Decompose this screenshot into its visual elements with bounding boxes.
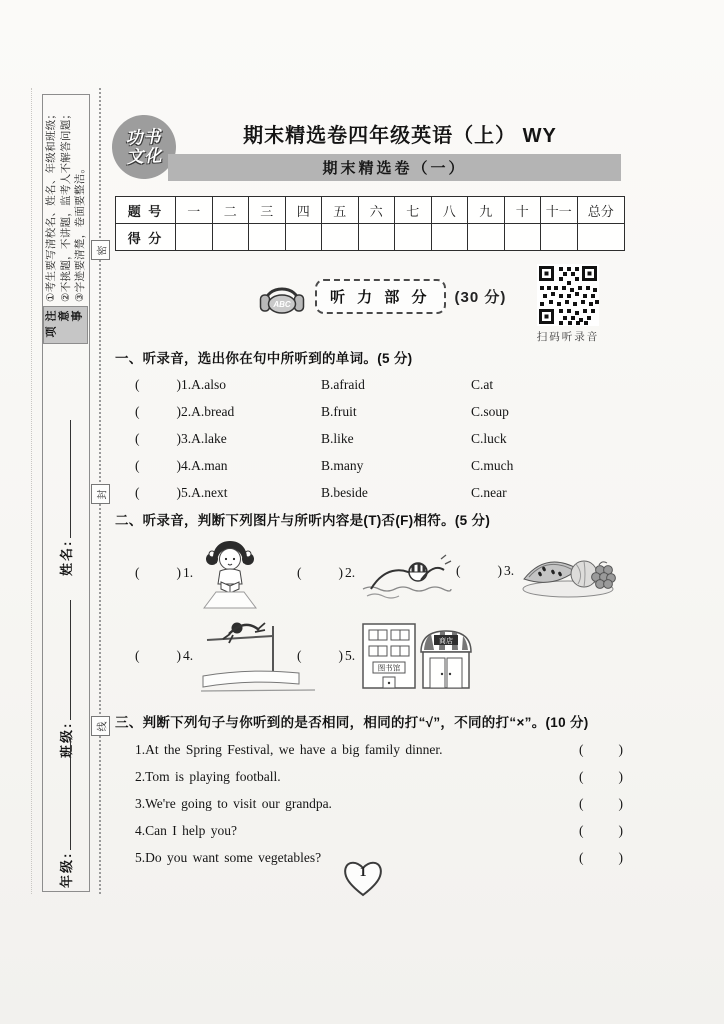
picture-item-3: ( ) 3. (456, 542, 616, 600)
score-table-header-cell: 题 号 (116, 197, 176, 224)
answer-blank: ( ) (579, 768, 623, 784)
score-empty-cell (578, 224, 625, 250)
listening-title: 听 力 部 分 (315, 279, 446, 314)
answer-blank: ( ) (579, 849, 623, 865)
mc-item-4: ( ) 4.A.man B.many C.much (135, 457, 514, 473)
section-3-heading: 三、判断下列句子与你听到的是否相同，相同的打“√”，不同的打“×”。(10 分) (115, 715, 589, 730)
answer-blank: ( ) (135, 403, 181, 419)
exam-banner: 期末精选卷（一） (168, 154, 621, 181)
answer-blank: ( ) (135, 430, 181, 446)
boy-swimming-illustration (361, 547, 453, 599)
score-table-header-cell: 十一 (541, 197, 578, 224)
library-and-shop-illustration (361, 620, 475, 692)
score-table-header-cell: 六 (359, 197, 396, 224)
tf-sentence-3 (115, 790, 623, 817)
name-label: 姓名: (59, 539, 74, 576)
qr-code (537, 264, 599, 326)
notice-title: 注意事项 (43, 306, 88, 344)
sentence-text: 2.Tom is playing football. (135, 768, 281, 784)
score-table-header-cell: 五 (322, 197, 359, 224)
mc-item-1: ( ) 1.A.also B.afraid C.at (135, 376, 494, 392)
shop-sign: 商店 (439, 637, 454, 645)
score-table-header-cell: 二 (213, 197, 250, 224)
page-number: 1 (359, 865, 367, 880)
score-table-header-cell: 总分 (578, 197, 625, 224)
score-empty-cell (395, 224, 432, 250)
headphones-icon (258, 274, 306, 318)
score-label-cell: 得 分 (116, 224, 176, 250)
score-table-header-cell: 九 (468, 197, 505, 224)
tf-sentence-2 (115, 763, 623, 790)
class-blank-line (69, 600, 71, 720)
score-table-header-cell: 十 (505, 197, 542, 224)
name-blank-line (69, 420, 71, 538)
picture-item-2: ( ) 2. (297, 546, 453, 600)
headphones-abc-label: ABC (273, 300, 291, 309)
library-sign: 图书馆 (377, 663, 401, 673)
section-1-heading: 一、听录音，选出你在句中所听到的单词。(5 分) (115, 351, 413, 366)
answer-blank: ( ) (135, 565, 181, 580)
score-empty-cell (541, 224, 578, 250)
answer-blank: ( ) (456, 563, 502, 578)
score-table-header-cell: 七 (395, 197, 432, 224)
score-empty-cell (213, 224, 250, 250)
answer-blank: ( ) (579, 822, 623, 838)
score-table-header-cell: 四 (286, 197, 323, 224)
answer-blank: ( ) (135, 376, 181, 392)
score-empty-cell (286, 224, 323, 250)
score-empty-cell (468, 224, 505, 250)
score-empty-cell (359, 224, 396, 250)
score-table-header-cell: 一 (176, 197, 213, 224)
listening-points: (30 分) (454, 288, 507, 306)
listening-section-header (258, 274, 506, 318)
score-empty-cell (176, 224, 213, 250)
picture-item-5: ( ) 5. 图书馆 商店 (297, 620, 475, 692)
seal-char-mi: 密 (91, 240, 110, 260)
mc-item-5: ( ) 5.A.next B.beside C.near (135, 484, 507, 500)
score-empty-cell (322, 224, 359, 250)
class-field (43, 600, 88, 758)
score-empty-cell (432, 224, 469, 250)
sentence-text: 3.We're going to visit our grandpa. (135, 795, 332, 811)
picture-item-4: ( ) 4. (135, 618, 334, 694)
seal-char-feng: 封 (91, 484, 110, 504)
answer-blank: ( ) (135, 648, 181, 663)
grade-label: 年级: (59, 851, 74, 888)
section-2-heading: 二、听录音，判断下列图片与所听内容是(T)否(F)相符。(5 分) (115, 513, 491, 528)
answer-blank: ( ) (135, 457, 181, 473)
sentence-text: 5.Do you want some vegetables? (135, 849, 322, 865)
fruit-platter-illustration (520, 543, 616, 599)
paper-edge-dotted-line (31, 88, 32, 894)
answer-blank: ( ) (579, 795, 623, 811)
page-title: 期末精选卷四年级英语（上） WY (243, 125, 557, 147)
notice-item-1: ①考生要写清校名、姓名、年级和班级； (45, 108, 57, 302)
qr-caption: 扫码听录音 (536, 331, 600, 343)
girl-reading-illustration (199, 536, 261, 610)
notice-item-2: ②不挑题，不讲题，监考人不解答问题； (59, 108, 72, 302)
name-field (43, 420, 88, 576)
sentence-text: 4.Can I help you? (135, 822, 237, 838)
logo-line-2: 文化 (126, 146, 163, 167)
mc-item-2: ( ) 2.A.bread B.fruit C.soup (135, 403, 509, 419)
page-number-heart (340, 856, 386, 900)
class-label: 班级: (59, 721, 74, 758)
notice-block (43, 96, 88, 344)
notice-items (43, 109, 88, 302)
logo-line-1: 功书 (125, 127, 162, 148)
picture-item-1: ( ) 1. (135, 534, 261, 612)
answer-blank: ( ) (135, 484, 181, 500)
grade-blank-line (69, 738, 71, 850)
tf-sentence-1 (115, 736, 623, 763)
answer-blank: ( ) (579, 741, 623, 757)
notice-item-3: ③字迹要清楚，卷面要整洁。 (74, 162, 86, 302)
score-empty-cell (249, 224, 286, 250)
sentence-text: 1.At the Spring Festival, we have a big family dinner. (135, 741, 443, 757)
score-table (115, 196, 625, 251)
mc-item-3: ( ) 3.A.lake B.like C.luck (135, 430, 507, 446)
grade-field (43, 738, 88, 888)
score-table-header-cell: 八 (432, 197, 469, 224)
score-empty-cell (505, 224, 542, 250)
answer-blank: ( ) (297, 648, 343, 663)
tf-sentence-4 (115, 817, 623, 844)
answer-blank: ( ) (297, 565, 343, 580)
score-table-header-cell: 三 (249, 197, 286, 224)
seal-char-xian: 线 (91, 716, 110, 736)
